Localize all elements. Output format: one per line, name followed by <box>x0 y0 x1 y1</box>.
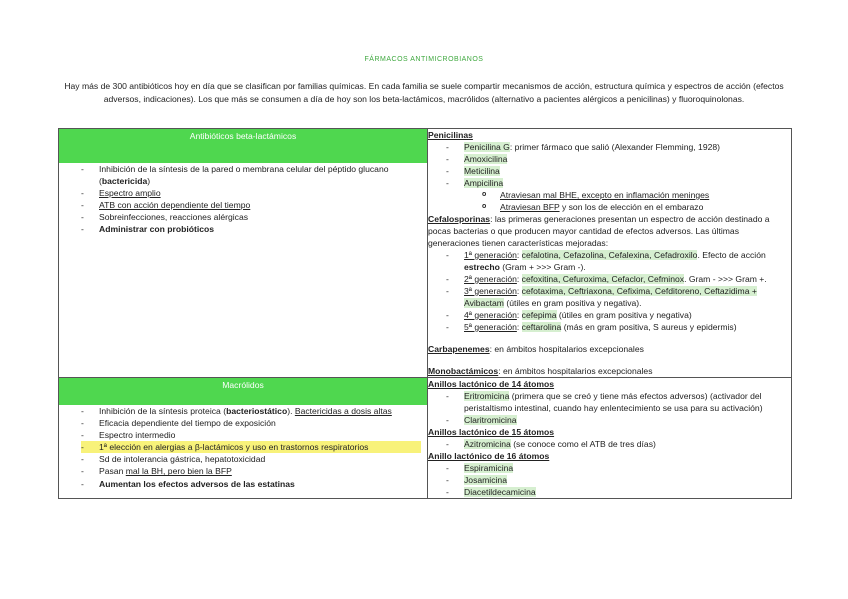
intro-paragraph: Hay más de 300 antibióticos hoy en día que se clasifican por familias químicas. En cada familia se suele compartir mecanismos de acción, estructura química y espectros de acción (efectos adversos, indicaciones). Los que más se consumen a día de hoy son los beta-lactámicos, macrólidos (alternativo a pacientes alérgicos a penicilinas) y fluoroquinolonas. <box>64 81 784 104</box>
item-text: Sd de intolerancia gástrica, hepatotoxicidad <box>99 454 266 465</box>
item-text: : primer fármaco que salió (Alexander Flemming, 1928) <box>509 142 721 152</box>
item-text: . Efecto de acción <box>697 250 766 260</box>
generation-label: 4ª generación <box>464 310 517 320</box>
drug-name: Penicilina G <box>464 142 510 152</box>
list-item <box>81 211 421 223</box>
list-item <box>446 153 791 165</box>
drug-name: Diacetildecamicina <box>464 487 536 497</box>
antimicrobial-table <box>58 128 792 499</box>
item-text: : las primeras generaciones presentan un espectro de acción destinado a pocas bacterias o que producen mayor cantidad de efectos adversos. Las últimas generaciones tienen características mejoradas: <box>428 214 770 248</box>
item-text: . Gram - >>> Gram +. <box>684 274 767 284</box>
list-item <box>81 199 421 211</box>
drug-name: Meticilina <box>464 166 500 176</box>
cefalosporinas-title: Cefalosporinas <box>428 214 491 224</box>
macrolide-row <box>59 378 792 499</box>
drug-name: Amoxicilina <box>464 154 508 164</box>
item-text: : en ámbitos hospitalarios excepcionales <box>498 366 653 376</box>
cefalosporinas-list <box>428 249 791 333</box>
macrolide-detail-cell <box>428 378 792 499</box>
list-item: - 4ª generación: cefepima (útiles en gram positiva y negativa) <box>446 309 791 321</box>
spacer <box>428 355 791 365</box>
drug-name: Azitromicina <box>464 439 511 449</box>
ring-14-list <box>428 390 791 426</box>
generation-label: 1ª generación <box>464 250 517 260</box>
drug-name: Claritromicina <box>464 415 517 425</box>
item-text: Administrar con probióticos <box>99 224 215 235</box>
drug-name: Ampicilina <box>464 178 504 188</box>
list-item <box>81 453 421 465</box>
monobactamicos-paragraph <box>428 365 791 377</box>
list-item <box>81 429 421 441</box>
item-text: (primera que se creó y tiene más efectos adversos) (activador del peristaltismo intestinal, cuando hay enlentecimiento se usa para su activación) <box>464 391 763 413</box>
document-title: FÁRMACOS ANTIMICROBIANOS <box>364 56 484 63</box>
monobactamicos-title: Monobactámicos <box>428 366 499 376</box>
item-bold: estrecho <box>464 262 500 272</box>
cefalosporinas-paragraph <box>428 213 791 249</box>
list-item: - 3ª generación: cefotaxima, Ceftriaxona, Cefixima, Cefditoreno, Ceftazidima + Avibactam (útiles en gram positiva y negativa). <box>446 285 791 309</box>
list-item <box>81 478 421 490</box>
item-text: (Gram + >>> Gram -). <box>499 262 586 272</box>
list-item <box>446 462 791 474</box>
drug-name: cefalotina, Cefazolina, Cefalexina, Cefadroxilo <box>521 250 698 260</box>
item-text: (útiles en gram positiva y negativa) <box>556 310 692 320</box>
list-item: - 2ª generación: cefoxitina, Cefuroxima, Cefaclor, Cefminox. Gram - >>> Gram +. <box>446 273 791 285</box>
list-item <box>81 163 421 187</box>
beta-lactam-list <box>59 163 427 236</box>
item-text: Espectro amplio <box>99 188 161 199</box>
item-text: ). <box>287 406 295 416</box>
beta-lactam-detail-cell <box>428 129 792 378</box>
carbapenemes-title: Carbapenemes <box>428 344 490 354</box>
drug-name: ceftarolina <box>521 322 562 332</box>
penicilinas-list <box>428 141 791 189</box>
item-text: Pasan <box>99 466 126 477</box>
item-text: ) <box>147 176 151 187</box>
list-item <box>81 465 421 477</box>
beta-lactam-header: Antibióticos beta-lactámicos <box>59 129 427 163</box>
item-text: 1ª elección en alergias a β-lactámicos y uso en trastornos respiratorios <box>99 442 369 453</box>
list-item <box>81 417 421 429</box>
item-bold: bactericida <box>101 176 148 187</box>
list-item: - 5ª generación: ceftarolina (más en gram positiva, S aureus y epidermis) <box>446 321 791 333</box>
drug-name: Josamicina <box>464 475 507 485</box>
drug-name: cefepima <box>521 310 557 320</box>
item-bold: bacteriostático <box>226 406 288 416</box>
item-text: Atraviesan BFP <box>500 202 560 212</box>
item-text: Inhibición de la síntesis de la pared o membrana celular del péptido glucano ( <box>99 164 389 187</box>
list-item <box>81 187 421 199</box>
item-text: (se conoce como el ATB de tres días) <box>510 439 656 449</box>
item-text: Eficacia dependiente del tiempo de exposición <box>99 418 276 429</box>
ring-14-title: Anillos lactónico de 14 átomos <box>428 379 555 389</box>
generation-label: 2ª generación <box>464 274 517 284</box>
list-item <box>446 474 791 486</box>
list-item <box>81 405 421 417</box>
ring-15-title: Anillos lactónico de 15 átomos <box>428 427 555 437</box>
macrolide-header: Macrólidos <box>59 378 427 405</box>
item-text: Bactericidas a dosis altas <box>294 406 392 416</box>
list-item <box>482 201 791 213</box>
beta-lactam-row <box>59 129 792 378</box>
ampicilina-sublist <box>428 189 791 213</box>
list-item: - 1ª generación: cefalotina, Cefazolina, Cefalexina, Cefadroxilo. Efecto de acción estrecho (Gram + >>> Gram -). <box>446 249 791 273</box>
list-item <box>446 165 791 177</box>
drug-name: cefotaxima, Ceftriaxona, Cefixima, Cefditoreno, Ceftazidima + Avibactam <box>464 286 757 308</box>
list-item-highlighted <box>81 441 421 453</box>
ring-16-title: Anillo lactónico de 16 átomos <box>428 451 550 461</box>
drug-name: Espiramicina <box>464 463 514 473</box>
ring-16-list <box>428 462 791 498</box>
item-text: Aumentan los efectos adversos de las estatinas <box>99 478 295 489</box>
macrolide-cell <box>59 378 428 499</box>
list-item <box>446 414 791 426</box>
beta-lactam-cell <box>59 129 428 378</box>
item-text: : en ámbitos hospitalarios excepcionales <box>489 344 644 354</box>
item-text: Sobreinfecciones, reacciones alérgicas <box>99 212 249 223</box>
list-item <box>81 223 421 235</box>
ring-15-list <box>428 438 791 450</box>
item-text: (más en gram positiva, S aureus y epidermis) <box>561 322 737 332</box>
item-text: Espectro intermedio <box>99 430 176 441</box>
list-item <box>446 141 791 153</box>
item-text: Inhibición de la síntesis proteica ( <box>99 406 227 416</box>
list-item <box>446 390 791 414</box>
macrolide-list <box>59 405 427 490</box>
penicilinas-title: Penicilinas <box>428 130 473 140</box>
item-text: y son los de elección en el embarazo <box>559 202 704 212</box>
list-item <box>446 486 791 498</box>
spacer <box>428 333 791 343</box>
item-text: (útiles en gram positiva y negativa). <box>503 298 642 308</box>
item-text: mal la BH, pero bien la BFP <box>125 466 232 477</box>
drug-name: Eritromicina <box>464 391 510 401</box>
list-item <box>446 438 791 450</box>
item-text: Atraviesan mal BHE, excepto en inflamación meninges <box>500 190 710 200</box>
generation-label: 3ª generación <box>464 286 517 296</box>
drug-name: cefoxitina, Cefuroxima, Cefaclor, Cefminox <box>521 274 685 284</box>
carbapenemes-paragraph <box>428 343 791 355</box>
item-text: ATB con acción dependiente del tiempo <box>99 200 251 211</box>
list-item <box>482 189 791 201</box>
generation-label: 5ª generación <box>464 322 517 332</box>
list-item <box>446 177 791 189</box>
